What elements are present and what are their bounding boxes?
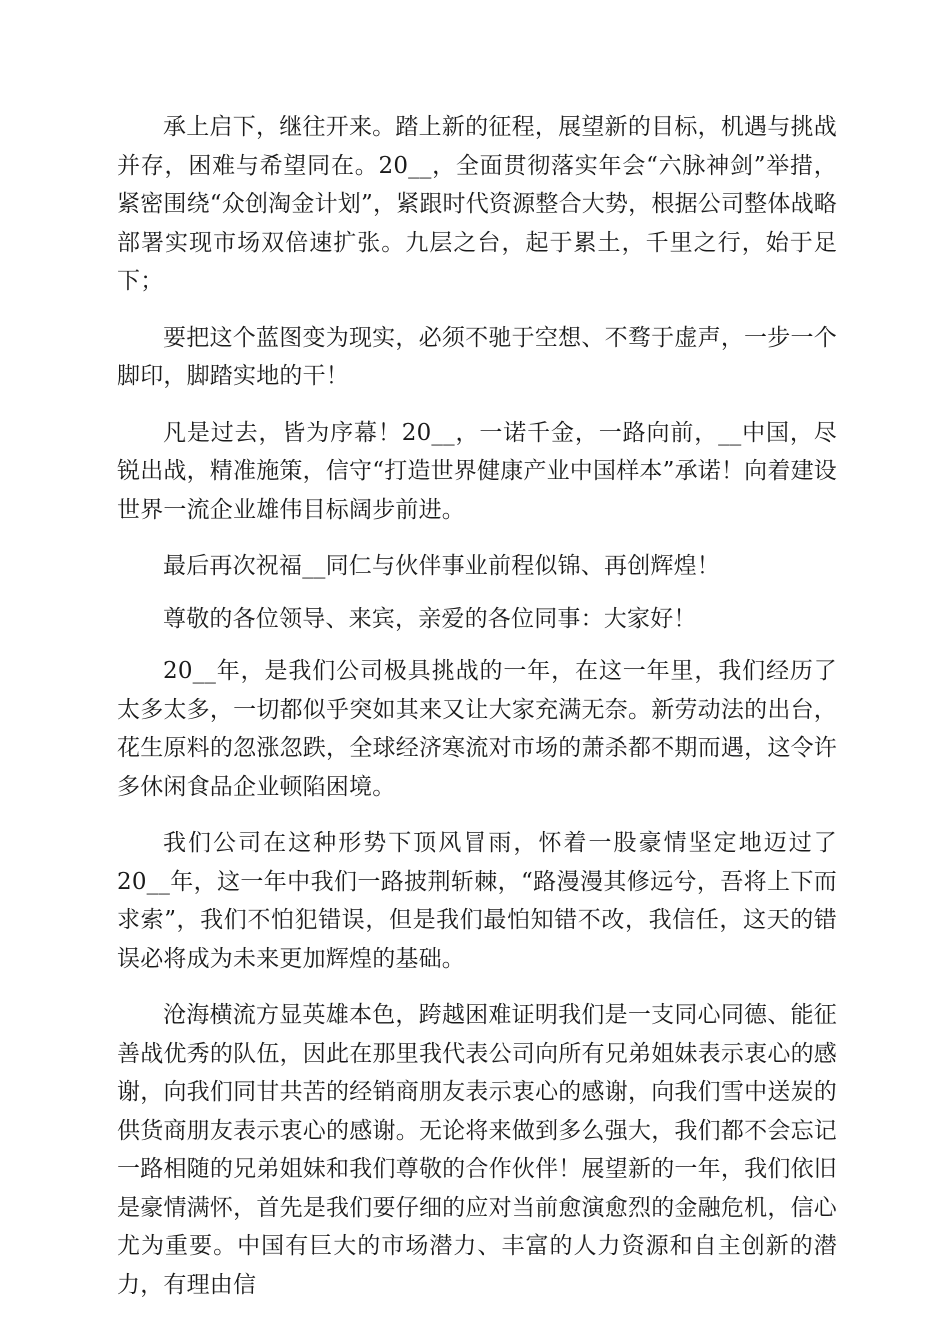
paragraph-1: 承上启下，继往开来。踏上新的征程，展望新的目标，机遇与挑战并存，困难与希望同在。20__，全面贯彻落实年会“六脉神剑”举措，紧密围绕“众创淘金计划”，紧跟时代资源整合大势，根据公司整体战略部署实现市场双倍速扩张。九层之台，起于累土，千里之行，始于足下； — [117, 114, 837, 294]
paragraph-2: 要把这个蓝图变为现实，必须不驰于空想、不骛于虚声，一步一个脚印，脚踏实地的干！ — [117, 324, 837, 389]
document-body — [117, 108, 837, 1322]
paragraph-3: 凡是过去，皆为序幕！20__，一诺千金，一路向前，__中国，尽锐出战，精准施策，信守“打造世界健康产业中国样本”承诺！向着建设世界一流企业雄伟目标阔步前进。 — [117, 419, 837, 523]
paragraph-8: 沧海横流方显英雄本色，跨越困难证明我们是一支同心同德、能征善战优秀的队伍，因此在那里我代表公司向所有兄弟姐妹表示衷心的感谢，向我们同甘共苦的经销商朋友表示衷心的感谢，向我们雪中送炭的供货商朋友表示衷心的感谢。无论将来做到多么强大，我们都不会忘记一路相随的兄弟姐妹和我们尊敬的合作伙伴！展望新的一年，我们依旧是豪情满怀，首先是我们要仔细的应对当前愈演愈烈的金融危机，信心尤为重要。中国有巨大的市场潜力、丰富的人力资源和自主创新的潜力，有理由信 — [117, 1002, 837, 1298]
paragraph-7: 我们公司在这种形势下顶风冒雨，怀着一股豪情坚定地迈过了20__年，这一年中我们一路披荆斩棘，“路漫漫其修远兮，吾将上下而求索”，我们不怕犯错误，但是我们最怕知错不改，我信任，这天的错误必将成为未来更加辉煌的基础。 — [117, 830, 837, 972]
paragraph-5: 尊敬的各位领导、来宾，亲爱的各位同事：大家好！ — [163, 605, 697, 632]
paragraph-4: 最后再次祝福__同仁与伙伴事业前程似锦、再创辉煌！ — [163, 553, 720, 579]
paragraph-6: 20__年，是我们公司极具挑战的一年，在这一年里，我们经历了太多太多，一切都似乎突如其来又让大家充满无奈。新劳动法的出台，花生原料的忽涨忽跌，全球经济寒流对市场的萧杀都不期而遇，这令许多休闲食品企业顿陷困境。 — [117, 658, 837, 800]
